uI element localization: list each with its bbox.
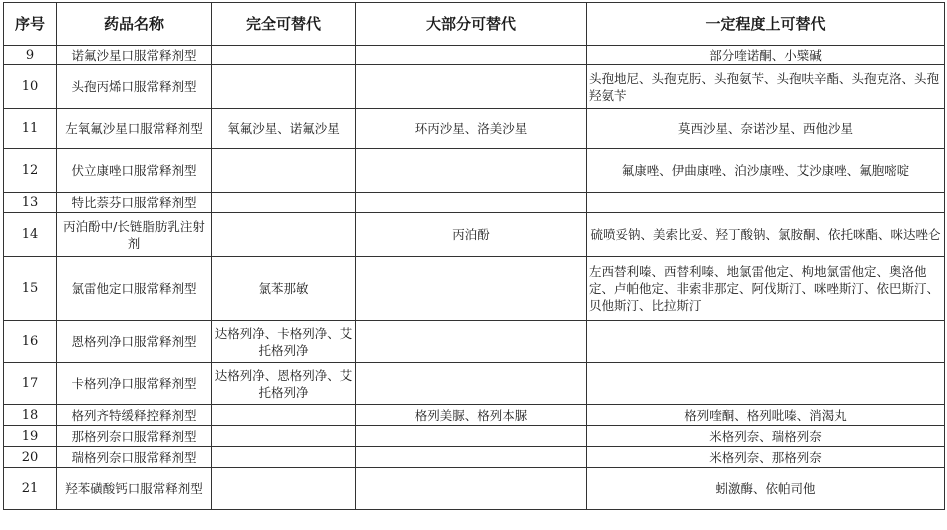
mostly-replaceable: 格列美脲、格列本脲	[356, 405, 587, 426]
drug-name: 诺氟沙星口服常释剂型	[57, 46, 212, 65]
partially-replaceable: 莫西沙星、奈诺沙星、西他沙星	[587, 109, 945, 149]
fully-replaceable	[212, 65, 356, 109]
partially-replaceable	[587, 321, 945, 363]
header-no: 序号	[4, 3, 57, 46]
table-row	[4, 149, 945, 193]
drug-name: 瑞格列奈口服常释剂型	[57, 447, 212, 468]
table-row	[4, 109, 945, 149]
drug-name: 恩格列净口服常释剂型	[57, 321, 212, 363]
row-no: 9	[4, 46, 57, 65]
fully-replaceable	[212, 405, 356, 426]
row-no: 12	[4, 149, 57, 193]
fully-replaceable: 达格列净、卡格列净、艾托格列净	[212, 321, 356, 363]
mostly-replaceable	[356, 363, 587, 405]
table-row	[4, 405, 945, 426]
table-row	[4, 193, 945, 213]
drug-substitution-table	[3, 2, 945, 510]
row-no: 21	[4, 468, 57, 510]
drug-name: 丙泊酚中/长链脂肪乳注射剂	[57, 213, 212, 257]
table-row	[4, 65, 945, 109]
drug-name: 左氧氟沙星口服常释剂型	[57, 109, 212, 149]
partially-replaceable: 米格列奈、瑞格列奈	[587, 426, 945, 447]
row-no: 17	[4, 363, 57, 405]
fully-replaceable	[212, 426, 356, 447]
drug-name: 那格列奈口服常释剂型	[57, 426, 212, 447]
fully-replaceable	[212, 447, 356, 468]
header-drug-name: 药品名称	[57, 3, 212, 46]
partially-replaceable: 部分喹诺酮、小檗碱	[587, 46, 945, 65]
row-no: 20	[4, 447, 57, 468]
drug-name: 卡格列净口服常释剂型	[57, 363, 212, 405]
table-row	[4, 46, 945, 65]
mostly-replaceable	[356, 257, 587, 321]
row-no: 16	[4, 321, 57, 363]
drug-name: 羟苯磺酸钙口服常释剂型	[57, 468, 212, 510]
table-row	[4, 426, 945, 447]
header-partially-replaceable: 一定程度上可替代	[587, 3, 945, 46]
table-row	[4, 468, 945, 510]
fully-replaceable	[212, 46, 356, 65]
header-row	[4, 3, 945, 46]
drug-name: 头孢丙烯口服常释剂型	[57, 65, 212, 109]
mostly-replaceable: 丙泊酚	[356, 213, 587, 257]
fully-replaceable: 达格列净、恩格列净、艾托格列净	[212, 363, 356, 405]
fully-replaceable	[212, 213, 356, 257]
header-fully-replaceable: 完全可替代	[212, 3, 356, 46]
drug-name: 氯雷他定口服常释剂型	[57, 257, 212, 321]
mostly-replaceable	[356, 46, 587, 65]
table-row	[4, 321, 945, 363]
partially-replaceable: 硫喷妥钠、美索比妥、羟丁酸钠、氯胺酮、依托咪酯、咪达唑仑	[587, 213, 945, 257]
drug-name: 伏立康唑口服常释剂型	[57, 149, 212, 193]
row-no: 18	[4, 405, 57, 426]
partially-replaceable: 左西替利嗪、西替利嗪、地氯雷他定、枸地氯雷他定、奥洛他定、卢帕他定、非索非那定、阿伐斯汀、咪唑斯汀、依巴斯汀、贝他斯汀、比拉斯汀	[587, 257, 945, 321]
mostly-replaceable	[356, 193, 587, 213]
row-no: 19	[4, 426, 57, 447]
partially-replaceable: 格列喹酮、格列吡嗪、消渴丸	[587, 405, 945, 426]
row-no: 13	[4, 193, 57, 213]
mostly-replaceable	[356, 426, 587, 447]
mostly-replaceable	[356, 321, 587, 363]
fully-replaceable	[212, 193, 356, 213]
table-row	[4, 213, 945, 257]
header-mostly-replaceable: 大部分可替代	[356, 3, 587, 46]
table-row	[4, 257, 945, 321]
mostly-replaceable	[356, 149, 587, 193]
partially-replaceable	[587, 193, 945, 213]
fully-replaceable: 氧氟沙星、诺氟沙星	[212, 109, 356, 149]
partially-replaceable: 米格列奈、那格列奈	[587, 447, 945, 468]
fully-replaceable: 氯苯那敏	[212, 257, 356, 321]
mostly-replaceable	[356, 468, 587, 510]
table-row	[4, 363, 945, 405]
partially-replaceable	[587, 363, 945, 405]
mostly-replaceable	[356, 447, 587, 468]
partially-replaceable: 头孢地尼、头孢克肟、头孢氨苄、头孢呋辛酯、头孢克洛、头孢羟氨苄	[587, 65, 945, 109]
fully-replaceable	[212, 468, 356, 510]
row-no: 14	[4, 213, 57, 257]
mostly-replaceable	[356, 65, 587, 109]
row-no: 15	[4, 257, 57, 321]
partially-replaceable: 氟康唑、伊曲康唑、泊沙康唑、艾沙康唑、氟胞嘧啶	[587, 149, 945, 193]
mostly-replaceable: 环丙沙星、洛美沙星	[356, 109, 587, 149]
row-no: 10	[4, 65, 57, 109]
drug-name: 格列齐特缓释控释剂型	[57, 405, 212, 426]
partially-replaceable: 蚓激酶、依帕司他	[587, 468, 945, 510]
row-no: 11	[4, 109, 57, 149]
drug-name: 特比萘芬口服常释剂型	[57, 193, 212, 213]
table-row	[4, 447, 945, 468]
fully-replaceable	[212, 149, 356, 193]
